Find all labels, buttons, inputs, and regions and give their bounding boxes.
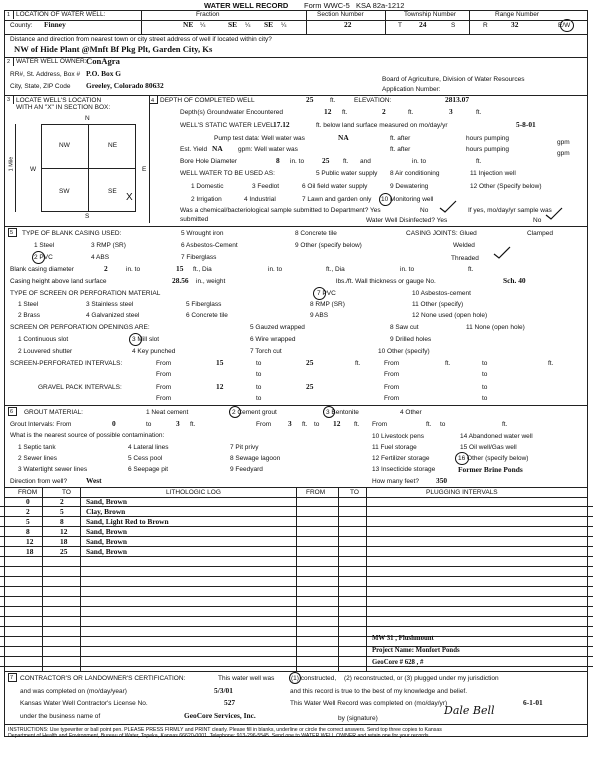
pump-test-label: Pump test data: Well water was (214, 135, 305, 142)
record-completed-label: This Water Well Record was completed on (mo/day/yr) (290, 700, 448, 707)
table-row (0, 597, 593, 607)
casing-8[interactable]: 8 Concrete tile (295, 230, 337, 237)
license-value[interactable]: 527 (224, 698, 236, 707)
ft-label: ft. (330, 97, 336, 104)
owner-value[interactable]: ConAgra (86, 56, 120, 66)
cert-text-2: (2) reconstructed, or (3) plugged under my jurisdiction (344, 675, 499, 682)
wall-thickness-label: lbs./ft. Wall thickness or gauge No. (336, 278, 436, 285)
table-row (0, 577, 593, 587)
check-mark-icon (544, 207, 564, 221)
distance-label: Distance and direction from nearest town or city street address of well if located within city? (10, 36, 272, 43)
cert-constructed[interactable]: (1) constructed, (291, 675, 337, 682)
fraction-label: Fraction (196, 11, 220, 18)
township-s: S (451, 22, 456, 29)
static-level-value[interactable]: 17.12 (273, 120, 290, 129)
contam-4[interactable]: 4 Lateral lines (128, 444, 169, 451)
hours-label: hours pumping (466, 146, 509, 153)
township-label: Township Number (404, 11, 457, 18)
other-source-circle (455, 452, 469, 465)
pvc-circle (32, 251, 45, 264)
signature: Dale Bell (444, 704, 495, 717)
casing-1[interactable]: 1 Steel (34, 242, 55, 249)
log-table (0, 497, 593, 671)
bore-label: Bore Hole Diameter (180, 158, 238, 165)
ft-label: ft. (342, 109, 348, 116)
screen-pvc-circle (313, 287, 326, 300)
ft-label: ft. (302, 421, 308, 428)
section-4-number: 4 (151, 98, 155, 104)
table-row (0, 537, 593, 547)
opening-2[interactable]: 2 Louvered shutter (18, 348, 73, 355)
table-row (0, 607, 593, 617)
groundwater-label: Depth(s) Groundwater Encountered (180, 109, 283, 116)
log-cell-desc[interactable]: Sand, Brown (86, 527, 127, 536)
grout-2-cement[interactable]: 2 Cement grout (232, 409, 277, 416)
opening-8[interactable]: 8 Saw cut (390, 324, 419, 331)
screen-1[interactable]: 1 Steel (18, 301, 39, 308)
log-cell-desc[interactable]: Sand, Brown (86, 537, 127, 546)
table-row (0, 517, 593, 527)
from-label: From (384, 371, 400, 378)
check-mark-icon (438, 200, 458, 214)
grout-intervals-label: Grout Intervals: From (10, 421, 72, 428)
gravel-pack-to[interactable]: 25 (306, 382, 314, 391)
opening-1[interactable]: 1 Continuous slot (18, 336, 69, 343)
instructions-line-1: INSTRUCTIONS: Use typewriter or ball point pen. PLEASE PRESS FIRMLY and PRINT clearly. Please fill in blanks, underline or circle the correct answers. Send top three copies to Kansas (8, 727, 442, 733)
table-row (0, 507, 593, 517)
casing-height-value[interactable]: 28.56 (172, 276, 189, 285)
ft-label: ft. (354, 421, 360, 428)
casing-joints-label: CASING JOINTS: Glued (406, 230, 477, 237)
table-row (0, 557, 593, 567)
static-level-label: WELL'S STATIC WATER LEVEL (180, 122, 274, 129)
from-label: From (256, 421, 272, 428)
sw-quadrant: SW (59, 188, 70, 195)
to-label: to (256, 384, 262, 391)
log-cell-to[interactable]: 8 (60, 517, 64, 526)
ft-label: ft. (502, 421, 508, 428)
range-ew: E/W (558, 22, 571, 29)
from-label: From (372, 421, 388, 428)
openings-title: SCREEN OR PERFORATION OPENINGS ARE: (10, 324, 150, 331)
grout-title: GROUT MATERIAL: (24, 409, 83, 416)
chem-if: If yes, mo/day/yr sample was (468, 207, 552, 214)
use-9[interactable]: 9 Dewatering (390, 183, 429, 190)
log-cell-from[interactable]: 5 (26, 517, 30, 526)
ft-label: ft. (548, 360, 554, 367)
section-5-number: 5 (10, 230, 14, 236)
distance-value[interactable]: NW of Hide Plant @Mnft Bf Pkg Plt, Garden City, Ks (14, 44, 213, 54)
clamped-label[interactable]: Clamped (527, 230, 554, 237)
casing-7[interactable]: 7 Fiberglass (181, 254, 217, 261)
opening-5[interactable]: 5 Gauzed wrapped (250, 324, 305, 331)
to-label: to (482, 384, 488, 391)
business-label: under the business name of (20, 713, 101, 720)
casing-3[interactable]: 3 RMP (SR) (91, 242, 126, 249)
contam-13[interactable]: 13 Insecticide storage (372, 466, 436, 473)
elevation-value[interactable]: 2813.07 (445, 95, 470, 104)
gravel-pack-from[interactable]: 12 (216, 382, 224, 391)
use-5[interactable]: 5 Public water supply (316, 170, 378, 177)
address-label: RR#, St. Address, Box # (10, 71, 81, 78)
plug-header-intervals: PLUGGING INTERVALS (426, 489, 498, 496)
from-label: From (156, 395, 172, 402)
contam-7[interactable]: 7 Pit privy (230, 444, 259, 451)
contam-5[interactable]: 5 Cess pool (128, 455, 163, 462)
log-header-to: TO (62, 489, 71, 496)
log-cell-from[interactable]: 12 (26, 537, 34, 546)
yield-gpm-label: gpm: Well water was (238, 146, 298, 153)
disinfected-no[interactable]: No (533, 217, 542, 224)
in-to-label: in. to (126, 266, 141, 273)
hours-label: hours pumping (466, 135, 509, 142)
and-label: and (360, 158, 371, 165)
contam-3[interactable]: 3 Watertight sewer lines (18, 466, 88, 473)
ft-label: ft. (468, 266, 474, 273)
contam-11[interactable]: 11 Fuel storage (372, 444, 417, 451)
use-10-monitoring[interactable]: 10 Monitoring well (381, 196, 434, 203)
from-label: From (156, 371, 172, 378)
casing-5[interactable]: 5 Wrought iron (181, 230, 224, 237)
se-quadrant: SE (108, 188, 117, 195)
log-cell-from[interactable]: 2 (26, 507, 30, 516)
record-date[interactable]: 6-1-01 (523, 698, 543, 707)
depth-value[interactable]: 25 (306, 95, 314, 104)
plug-header-from: FROM (306, 489, 326, 496)
screen-intervals-label: SCREEN-PERFORATED INTERVALS: (10, 360, 123, 367)
use-4[interactable]: 4 Industrial (244, 196, 276, 203)
bore-to-value[interactable]: 25 (322, 156, 330, 165)
section-1-number: 1 (7, 12, 11, 18)
monitoring-well-id: MW 31 , Flushmount (372, 635, 434, 642)
instructions-line-2: Department of Health and Environment, Bureau of Water, Topeka, Kansas 66620-0001. Telephone: 913-296-5545. Send one to WATER WELL OWNER and retain one for your records. (8, 733, 430, 739)
south-label: S (85, 213, 90, 220)
to-label: to (482, 395, 488, 402)
elevation-label: ELEVATION: (354, 97, 392, 104)
table-row (0, 587, 593, 597)
to-label: to (314, 421, 320, 428)
to-label: to (256, 395, 262, 402)
screen-4[interactable]: 4 Galvanized steel (86, 312, 140, 319)
static-level-date[interactable]: 5-8-01 (516, 120, 536, 129)
groundwater-1[interactable]: 12 (324, 107, 332, 116)
business-name[interactable]: GeoCore Services, Inc. (184, 711, 256, 720)
static-level-tail: ft. below land surface measured on mo/day/yr (316, 122, 448, 129)
contam-16-other[interactable]: 16 Other (specify below) (458, 455, 529, 462)
east-label: E (142, 166, 147, 173)
ft-label: ft. (476, 109, 482, 116)
log-cell-desc[interactable]: Sand, Light Red to Brown (86, 517, 169, 526)
cement-grout-circle (229, 406, 241, 418)
west-label: W (30, 166, 37, 173)
screen-8[interactable]: 8 RMP (SR) (310, 301, 345, 308)
groundwater-3[interactable]: 3 (449, 107, 453, 116)
range-r: R (483, 22, 488, 29)
contam-6[interactable]: 6 Seepage pit (128, 466, 169, 473)
fraction-2[interactable]: SE (228, 20, 238, 29)
casing-4[interactable]: 4 ABS (91, 254, 110, 261)
screen-5[interactable]: 5 Fiberglass (186, 301, 222, 308)
grout-from-1[interactable]: 0 (112, 419, 116, 428)
contam-9[interactable]: 9 Feedyard (230, 466, 263, 473)
table-row (0, 647, 593, 657)
screen-interval-from[interactable]: 15 (216, 358, 224, 367)
section-1-title: LOCATION OF WATER WELL: (16, 11, 106, 18)
pump-test-value[interactable]: NA (338, 133, 349, 142)
casing-6[interactable]: 6 Asbestos-Cement (181, 242, 238, 249)
to-label: to (482, 360, 488, 367)
to-label: to (440, 421, 446, 428)
opening-4[interactable]: 4 Key punched (132, 348, 176, 355)
casing-height-label: Casing height above land surface (10, 278, 107, 285)
section-number[interactable]: 22 (344, 20, 352, 29)
opening-6[interactable]: 6 Wire wrapped (250, 336, 296, 343)
log-cell-to[interactable]: 18 (60, 537, 68, 546)
ft-label: ft. (445, 360, 451, 367)
section-2-number: 2 (7, 59, 11, 65)
gauge-value[interactable]: Sch. 40 (503, 276, 526, 285)
feet-value[interactable]: 350 (436, 476, 448, 485)
section-7-number: 7 (10, 675, 14, 681)
contam-2[interactable]: 2 Sewer lines (18, 455, 58, 462)
log-cell-to[interactable]: 12 (60, 527, 68, 536)
screen-3[interactable]: 3 Stainless steel (86, 301, 134, 308)
true-statement: and this record is true to the best of my knowledge and belief. (290, 688, 468, 695)
direction-label: Direction from well? (10, 478, 68, 485)
cert-text-1: This water well was (218, 675, 275, 682)
form-number: Form WWC-5 (304, 1, 350, 10)
grout-4[interactable]: 4 Other (400, 409, 422, 416)
fraction-1[interactable]: NE (183, 20, 194, 29)
chem-label: Was a chemical/bacteriological sample submitted to Department? Yes (180, 207, 381, 214)
section-6-number: 6 (10, 409, 14, 415)
ksa-number: KSA 82a-1212 (356, 1, 405, 10)
casing-9[interactable]: 9 Other (specify below) (295, 242, 362, 249)
mill-slot-circle (129, 333, 142, 346)
log-cell-from[interactable]: 8 (26, 527, 30, 536)
gravel-pack-label: GRAVEL PACK INTERVALS: (38, 384, 122, 391)
yield-value[interactable]: NA (212, 144, 223, 153)
plug-header-to: TO (350, 489, 359, 496)
from-label: From (384, 360, 400, 367)
in-to-label: in. to (400, 266, 415, 273)
range-label: Range Number (495, 11, 540, 18)
city-label: City, State, ZIP Code (10, 83, 71, 90)
nw-quadrant: NW (59, 142, 70, 149)
casing-diameter-value[interactable]: 2 (104, 264, 108, 273)
casing-to-value[interactable]: 15 (176, 264, 184, 273)
contam-14[interactable]: 14 Abandoned water well (460, 433, 533, 440)
log-cell-desc[interactable]: Sand, Brown (86, 547, 127, 556)
contam-12[interactable]: 12 Fertilizer storage (372, 455, 430, 462)
table-row (0, 627, 593, 637)
signature-label: by (signature) (338, 715, 378, 722)
use-8[interactable]: 8 Air conditioning (390, 170, 440, 177)
township-t: T (398, 22, 402, 29)
use-12[interactable]: 12 Other (Specify below) (470, 183, 542, 190)
log-cell-desc[interactable]: Clay, Brown (86, 507, 126, 516)
fraction-3[interactable]: SE (264, 20, 274, 29)
bore-value[interactable]: 8 (276, 156, 280, 165)
grout-to-1[interactable]: 3 (176, 419, 180, 428)
ne-quadrant: NE (108, 142, 118, 149)
contam-1[interactable]: 1 Septic tank (18, 444, 56, 451)
screen-10[interactable]: 10 Asbestos-cement (412, 290, 471, 297)
county-label: County: (10, 22, 33, 29)
use-6[interactable]: 6 Oil field water supply (302, 183, 368, 190)
log-cell-to[interactable]: 2 (60, 497, 64, 506)
to-label: to (146, 421, 152, 428)
in-to-label: in. to (268, 266, 283, 273)
casing-diameter-label: Blank casing diameter (10, 266, 74, 273)
contamination-label: What is the nearest source of possible contamination: (10, 432, 165, 439)
license-label: Kansas Water Well Contractor's License No. (20, 700, 148, 707)
bentonite-circle (323, 406, 335, 418)
from-label: From (156, 384, 172, 391)
gpm-label: gpm (557, 150, 570, 157)
submitted-label: submitted (180, 216, 209, 223)
section-3-title: LOCATE WELL'S LOCATION (16, 97, 102, 104)
form-title: WATER WELL RECORD (204, 1, 289, 10)
in-to-label: in. to (290, 158, 305, 165)
log-cell-to[interactable]: 25 (60, 547, 68, 556)
table-row (0, 567, 593, 577)
gpm-label: gpm (557, 139, 570, 146)
use-label: WELL WATER TO BE USED AS: (180, 170, 275, 177)
contam-15[interactable]: 15 Oil well/Gas well (460, 444, 517, 451)
screen-9[interactable]: 9 ABS (310, 312, 329, 319)
log-header-from: FROM (18, 489, 38, 496)
use-3[interactable]: 3 Feedlot (252, 183, 280, 190)
mile-label: 1 Mile (8, 156, 15, 172)
screen-material-title: TYPE OF SCREEN OR PERFORATION MATERIAL (10, 290, 161, 297)
log-cell-from[interactable]: 18 (26, 547, 34, 556)
ft-label: ft. (476, 158, 482, 165)
log-cell-from[interactable]: 0 (26, 497, 30, 506)
after-label: ft. after (390, 135, 411, 142)
to-label: to (256, 371, 262, 378)
completed-label: and was completed on (mo/day/year) (20, 688, 127, 695)
use-11[interactable]: 11 Injection well (470, 170, 516, 177)
county-value[interactable]: Finney (44, 20, 66, 29)
log-header-lithologic: LITHOLOGIC LOG (166, 489, 221, 496)
contam-10[interactable]: 10 Livestock pens (372, 433, 425, 440)
from-label: From (156, 360, 172, 367)
log-cell-desc[interactable]: Sand, Brown (86, 497, 127, 506)
section-2-title: WATER WELL OWNER: (16, 58, 87, 65)
use-1[interactable]: 1 Domestic (191, 183, 224, 190)
dia-label: ft., Dia (326, 266, 345, 273)
table-row (0, 547, 593, 557)
city-value[interactable]: Greeley, Colorado 80632 (86, 81, 164, 90)
log-cell-to[interactable]: 5 (60, 507, 64, 516)
weight-label: in., weight (196, 278, 226, 285)
opening-9[interactable]: 9 Drilled holes (390, 336, 432, 343)
use-7[interactable]: 7 Lawn and garden only (302, 196, 372, 203)
ft-label: ft. (355, 360, 361, 367)
township-value[interactable]: 24 (419, 20, 427, 29)
table-row (0, 527, 593, 537)
monitoring-circle (379, 193, 392, 206)
to-label: to (482, 371, 488, 378)
depth-label: DEPTH OF COMPLETED WELL (160, 97, 255, 104)
to-label: to (256, 360, 262, 367)
use-2[interactable]: 2 Irrigation (191, 196, 222, 203)
section-3-title-2: WITH AN "X" IN SECTION BOX: (16, 104, 111, 111)
certification-title: CONTRACTOR'S OR LANDOWNER'S CERTIFICATION: (20, 675, 186, 682)
screen-2[interactable]: 2 Brass (18, 312, 41, 319)
ft-label: ft. (190, 421, 196, 428)
ft-label: ft. (426, 421, 432, 428)
screen-6[interactable]: 6 Concrete tile (186, 312, 228, 319)
address-value[interactable]: P.O. Box G (86, 69, 122, 78)
direction-value[interactable]: West (86, 476, 102, 485)
geocore-number: GeoCore # 628 , # (372, 659, 424, 666)
other-source-value[interactable]: Former Brine Ponds (458, 465, 523, 474)
project-name: Project Name: Monfort Ponds (372, 647, 460, 654)
screen-7-pvc[interactable]: 7 PVC (317, 290, 336, 297)
section-5-title: TYPE OF BLANK CASING USED: (22, 230, 122, 237)
table-row (0, 637, 593, 647)
grout-to-2[interactable]: 12 (333, 419, 341, 428)
quarter-mark: ¼ (200, 22, 206, 29)
quarter-mark: ¼ (281, 22, 287, 29)
from-label: From (384, 384, 400, 391)
quarter-mark: ¼ (245, 22, 251, 29)
board-label: Board of Agriculture, Division of Water Resources (382, 76, 525, 83)
opening-3-mill-slot[interactable]: 3 Mill slot (132, 336, 160, 343)
opening-7[interactable]: 7 Torch cut (250, 348, 282, 355)
dia-label: ft., Dia (193, 266, 212, 273)
casing-2-pvc[interactable]: 2 PVC (34, 254, 53, 261)
screen-11[interactable]: 11 Other (specify) (412, 301, 464, 308)
threaded-label[interactable]: Threaded (451, 255, 479, 262)
disinfected-label: Water Well Disinfected? Yes (366, 217, 448, 224)
north-label: N (85, 115, 90, 122)
how-many-feet-label: How many feet? (372, 478, 419, 485)
grout-1[interactable]: 1 Neat cement (146, 409, 189, 416)
from-label: From (384, 395, 400, 402)
ft-label: ft. (408, 109, 414, 116)
ft-label: ft. (343, 158, 349, 165)
table-row (0, 497, 593, 507)
opening-11[interactable]: 11 None (open hole) (466, 324, 525, 331)
screen-interval-to[interactable]: 25 (306, 358, 314, 367)
completed-date[interactable]: 5/3/01 (214, 686, 233, 695)
yield-label: Est. Yield (180, 146, 208, 153)
range-value[interactable]: 32 (511, 20, 519, 29)
well-x-mark: X (126, 192, 133, 203)
application-label: Application Number: (382, 86, 441, 93)
contam-8[interactable]: 8 Sewage lagoon (230, 455, 281, 462)
constructed-circle (289, 672, 301, 684)
welded-label[interactable]: Welded (453, 242, 475, 249)
table-row (0, 617, 593, 627)
grout-3-bentonite[interactable]: 3 Bentonite (326, 409, 359, 416)
chem-no[interactable]: No (420, 207, 429, 214)
table-row (0, 657, 593, 667)
groundwater-2[interactable]: 2 (382, 107, 386, 116)
check-mark-icon (492, 246, 512, 260)
opening-10[interactable]: 10 Other (specify) (378, 348, 430, 355)
in-to-label: in. to (412, 158, 427, 165)
section-3-number: 3 (7, 97, 11, 103)
grout-from-2[interactable]: 3 (288, 419, 292, 428)
after-label: ft. after (390, 146, 411, 153)
screen-12[interactable]: 12 None used (open hole) (412, 312, 488, 319)
section-number-label: Section Number (317, 11, 364, 18)
